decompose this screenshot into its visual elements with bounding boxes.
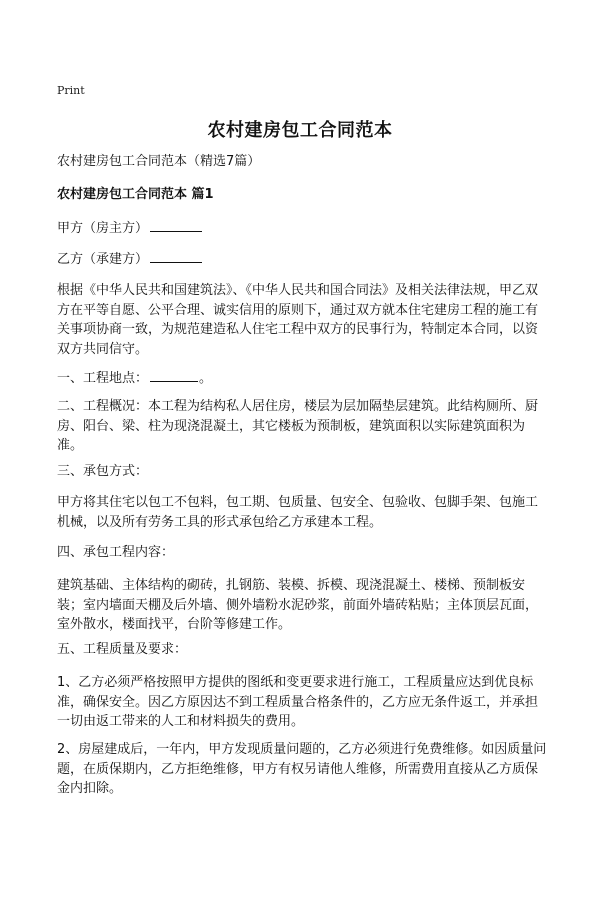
item1-blank (150, 368, 198, 382)
item5-point1: 1、乙方必须严格按照甲方提供的图纸和变更要求进行施工，工程质量应达到优良标准，确保安全。因乙方原因达不到工程质量合格条件的，乙方应无条件返工，并承担一切由返工带来的人工和材料损失的费用。 (57, 675, 539, 729)
item1-suffix: 。 (199, 371, 213, 386)
item1-label: 一、工程地点： (57, 371, 149, 386)
item5-heading: 五、工程质量及要求： (57, 642, 188, 657)
document-title: 农村建房包工合同范本 (207, 120, 393, 141)
intro-paragraph: 根据《中华人民共和国建筑法》、《中华人民共和国合同法》及相关法律法规，甲乙双方在平等自愿、公平合理、诚实信用的原则下，通过双方就本住宅建房工程的施工有关事项协商一致，为规范建造私人住宅工程中双方的民事行为，特制定本合同，以资双方共同信守。 (57, 283, 539, 357)
item4-paragraph: 建筑基础、主体结构的砌砖，扎钢筋、装模、拆模、现浇混凝土、楼梯、预制板安装；室内墙面天棚及后外墙、侧外墙粉水泥砂浆，前面外墙砖粘贴；主体顶层瓦面，室外散水，楼面找平，台阶等修建工作。 (57, 578, 539, 632)
document-subtitle: 农村建房包工合同范本（精选7篇） (57, 154, 261, 169)
item2-paragraph: 二、工程概况：本工程为结构私人居住房，楼层为层加隔垫层建筑。此结构厕所、厨房、阳台、梁、柱为现浇混凝土，其它楼板为预制板，建筑面积以实际建筑面积为准。 (57, 399, 539, 453)
item4-heading: 四、承包工程内容： (57, 545, 175, 560)
item1-line (57, 368, 547, 389)
party-a-line (57, 218, 547, 239)
party-b-line (57, 249, 547, 270)
item5-point2: 2、房屋建成后，一年内，甲方发现质量问题的，乙方必须进行免费维修。如因质量问题，在质保期内，乙方拒绝维修，甲方有权另请他人维修，所需费用直接从乙方质保金内扣除。 (57, 742, 547, 796)
item3-paragraph: 甲方将其住宅以包工不包料，包工期、包质量、包安全、包验收、包脚手架、包施工机械，以及所有劳务工具的形式承包给乙方承建本工程。 (57, 495, 539, 530)
party-a-label: 甲方（房主方） (57, 221, 149, 236)
party-a-blank (150, 218, 202, 232)
party-b-label: 乙方（承建方） (57, 252, 149, 267)
section-heading: 农村建房包工合同范本 篇1 (57, 187, 214, 202)
party-b-blank (150, 249, 202, 263)
print-label: Print (57, 84, 85, 97)
item3-heading: 三、承包方式： (57, 464, 149, 479)
